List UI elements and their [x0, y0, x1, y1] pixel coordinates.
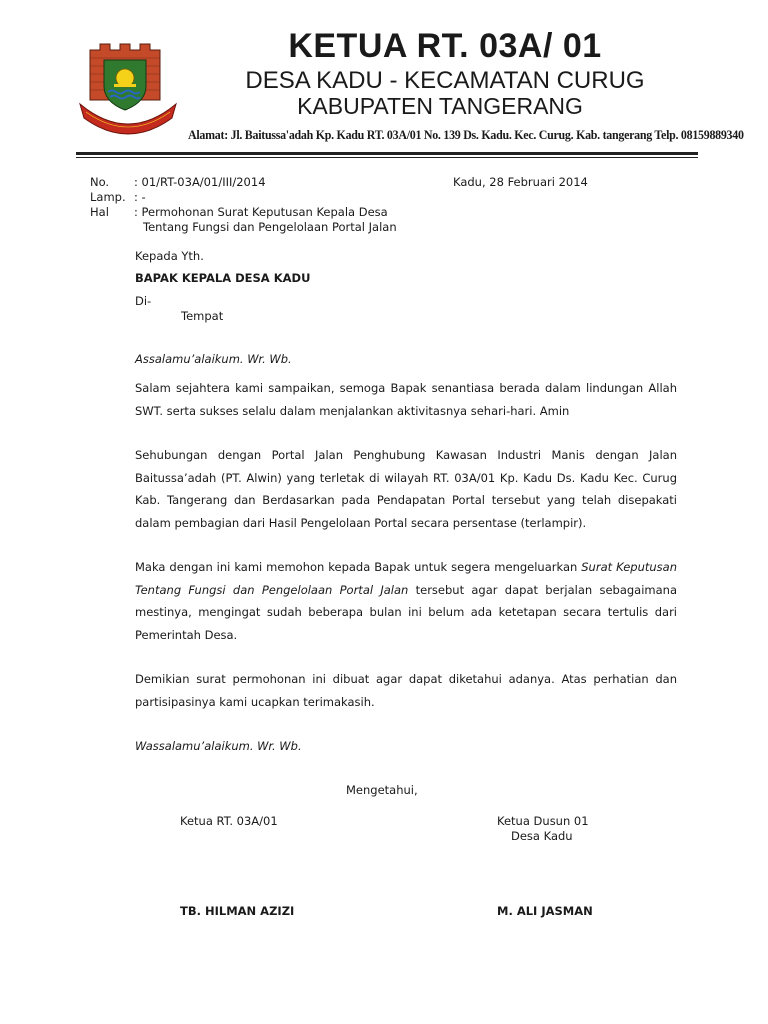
- paragraph-closing: Demikian surat permohonan ini dibuat agar dapat diketahui adanya. Atas perhatian dan partisipasinya kami ucapkan terimakasih.: [135, 672, 677, 709]
- letterhead-address: Alamat: Jl. Baitussa'adah Kp. Kadu RT. 03A/01 No. 139 Ds. Kadu. Kec. Curug. Kab. tangerang Telp. 08159889340: [188, 127, 744, 142]
- hal-value-line2: Tentang Fungsi dan Pengelolaan Portal Jalan: [143, 220, 397, 234]
- paragraph-background: Sehubungan dengan Portal Jalan Penghubung Kawasan Industri Manis dengan Jalan Baitussa’adah (PT. Alwin) yang terletak di wilayah RT. 03A/01 Kp. Kadu Ds. Kadu Kec. Curug Kab. Tangerang dan Berdasarkan pada Pendapatan Portal tersebut yang telah disepakati dalam pembagian dari Hasil Pengelolaan Portal secara persentase (terlampir).: [135, 448, 677, 530]
- no-label: No.: [90, 175, 110, 189]
- signature-left-title: Ketua RT. 03A/01: [180, 814, 278, 828]
- letterhead-desa-kecamatan: DESA KADU - KECAMATAN CURUG: [245, 67, 645, 94]
- recipient-tempat: Tempat: [181, 309, 224, 323]
- recipient-di: Di-: [135, 294, 152, 308]
- lamp-label: Lamp.: [90, 190, 126, 204]
- request-text-start: Maka dengan ini kami memohon kepada Bapak untuk segera mengeluarkan: [135, 560, 582, 574]
- mengetahui-label: Mengetahui,: [346, 783, 418, 797]
- paragraph-greeting: Salam sejahtera kami sampaikan, semoga Bapak senantiasa berada dalam lindungan Allah SWT. serta sukses selalu dalam menjalankan aktivitasnya sehari-hari. Amin: [135, 381, 677, 418]
- letterhead-thick-rule: [76, 152, 698, 155]
- lamp-value: : -: [134, 190, 146, 204]
- hal-value-line1: : Permohonan Surat Keputusan Kepala Desa: [134, 205, 388, 219]
- letter-date: Kadu, 28 Februari 2014: [453, 175, 588, 189]
- signature-right-title-line2: Desa Kadu: [511, 829, 573, 843]
- recipient-greeting: Kepada Yth.: [135, 249, 204, 263]
- kabupaten-tangerang-crest-logo: [78, 40, 178, 148]
- letterhead-kabupaten: KABUPATEN TANGERANG: [297, 93, 583, 119]
- no-value: : 01/RT-03A/01/III/2014: [134, 175, 266, 189]
- signature-right-title-line1: Ketua Dusun 01: [497, 814, 589, 828]
- request-text-end: tersebut agar dapat berjalan sebagaimana mestinya, mengingat sudah beberapa bulan ini belum ada ketetapan secara tertulis dari Pemerintah Desa.: [135, 582, 678, 642]
- letterhead-title: KETUA RT. 03A/ 01: [288, 27, 602, 65]
- opening-salutation: Assalamu’alaikum. Wr. Wb.: [135, 352, 292, 366]
- signature-left-name: TB. HILMAN AZIZI: [180, 904, 295, 918]
- recipient-name: BAPAK KEPALA DESA KADU: [135, 271, 311, 285]
- request-decree-title: Surat Keputusan Tentang Fungsi dan Pengelolaan Portal Jalan: [135, 560, 677, 597]
- hal-label: Hal: [90, 205, 109, 219]
- letterhead-thin-rule: [76, 157, 698, 158]
- paragraph-request: [135, 556, 677, 646]
- closing-salutation: Wassalamu’alaikum. Wr. Wb.: [135, 739, 302, 753]
- signature-right-name: M. ALI JASMAN: [497, 904, 593, 918]
